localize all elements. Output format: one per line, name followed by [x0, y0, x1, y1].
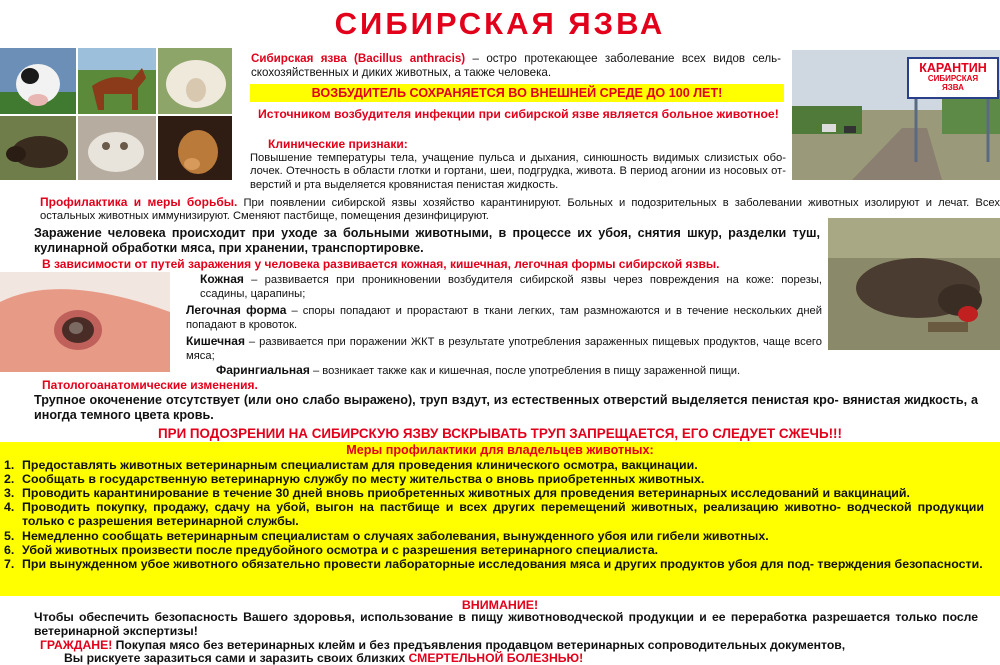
form-intestinal — [172, 334, 822, 363]
measures-box — [0, 442, 1000, 596]
forms-heading: В зависимости от путей заражения у человека развивается кожная, кишечная, легочная формы сибирской язвы. — [42, 257, 720, 271]
form-text: – развивается при проникновении возбудителя сибирской язвы через повреждения на коже: порезы, ссадины, царапины; — [200, 274, 822, 300]
form-text: – развивается при поражении ЖКТ в результате употребления зараженных пищевых продуктов, чаще всего мяса; — [186, 336, 822, 362]
form-text: – споры попадают и прорастают в ткани легких, там размножаются и в течение нескольких дней попадают в кровоток. — [186, 305, 822, 331]
skin-lesion-photo — [0, 272, 170, 372]
measure-item: 1. Предоставлять животных ветеринарным специалистам для проведения клинического осмотра, вакцинации. — [4, 457, 698, 472]
measure-item: 3. Проводить карантинирование в течение 30 дней вновь приобретенных животных для проведения ветеринарных исследований и вакцинаций. — [4, 486, 910, 501]
autopsy-warning: ПРИ ПОДОЗРЕНИИ НА СИБИРСКУЮ ЯЗВУ ВСКРЫВАТЬ ТРУП ЗАПРЕЩАЕТСЯ, ЕГО СЛЕДУЕТ СЖЕЧЬ!!! — [158, 426, 842, 441]
clinical-text: Повышение температуры тела, учащение пульса и дыхания, синюшность видимых слизистых обо- лочек. Отечность в области глотки и гортани, шеи, подгрудка, живота. В период агонии из носовых от- верстий и рта выделяется кровянистая пенистая жидкость. — [250, 152, 786, 191]
form-pulmonary — [172, 303, 822, 332]
infection-source-text: Источником возбудителя инфекции при сибирской язве является больное животное! — [258, 107, 779, 121]
measure-item: 4. Проводить покупку, продажу, сдачу на убой, выгон на пастбище и всех других перемещений животных, реализацию животно- водческой продукции только с разрешения ветеринарной службы. — [4, 500, 984, 529]
citizens-label: ГРАЖДАНЕ! — [40, 638, 113, 652]
intro-text: – остро протекающее заболевание всех видов сель- скохозяйственных и диких животных, а также человека. — [251, 52, 781, 79]
measures-list — [0, 458, 1000, 571]
measure-item: 2. Сообщать в государственную ветеринарную службу по месту жительства о вновь приобретенных животных. — [4, 472, 705, 486]
animals-photo-grid — [0, 48, 232, 180]
attention-heading: ВНИМАНИЕ! — [461, 598, 539, 612]
intro-term: Сибирская язва (Bacillus anthracis) — [251, 52, 466, 65]
quarantine-road-photo — [792, 50, 1000, 180]
measure-item: 5. Немедленно сообщать ветеринарным специалистам о случаях заболевания, вынужденного убоя или гибели животных. — [4, 528, 769, 543]
dead-animal-photo — [828, 218, 1000, 350]
form-pharyngeal — [172, 363, 822, 379]
form-name: Кишечная — [186, 334, 245, 348]
form-name: Фарингиальная — [216, 363, 310, 377]
human-infection-text: Заражение человека происходит при уходе за больными животными, в процессе их убоя, снятия шкур, разделки туш, кулинарной обработки мяса, при хранении, транспортировке. — [34, 226, 820, 256]
clinical-heading: Клинические признаки: — [268, 137, 408, 151]
patho-text: Трупное окоченение отсутствует (или оно слабо выражено), труп вздут, из естественных отверстий выделяется пенистая кро- вянистая жидкость, а иногда темного цвета кровь. — [34, 393, 978, 423]
prophylaxis-text: При появлении сибирской язвы хозяйство карантинируют. Больных и подозрительных в заболевании животных изолируют и лечат. Всех остальных животных иммунизируют. Сменяют пастбище, помещения дезинфицируют. — [40, 197, 1000, 223]
form-name: Легочная форма — [186, 303, 287, 317]
persistence-banner: ВОЗБУДИТЕЛЬ СОХРАНЯЕТСЯ ВО ВНЕШНЕЙ СРЕДЕ ДО 100 ЛЕТ! — [250, 84, 784, 102]
form-text: – возникает также как и кишечная, после употребления в пищу зараженной пищи. — [309, 365, 741, 377]
deadly-disease-emphasis: СМЕРТЕЛЬНОЙ БОЛЕЗНЬЮ! — [408, 651, 584, 665]
form-skin — [172, 272, 822, 301]
quarantine-sign: КАРАНТИН СИБИРСКАЯ ЯЗВА — [919, 61, 987, 92]
measures-heading: Меры профилактики для владельцев животных: — [346, 443, 654, 457]
poster-title: СИБИРСКАЯ ЯЗВА — [334, 6, 666, 41]
intro-definition — [251, 52, 781, 79]
citizens-text: Покупая мясо без ветеринарных клейм и без предъявления продавцом ветеринарных сопроводительных документов, — [112, 638, 846, 652]
citizens-risk-text: Вы рискуете заразиться сами и заразить своих близких — [64, 651, 409, 665]
attention-text: Чтобы обеспечить безопасность Вашего здоровья, использование в пищу животноводческой продукции и ее переработка разрешается только после ветеринарной экспертизы! — [34, 610, 978, 638]
patho-heading: Патологоанатомические изменения. — [42, 378, 258, 392]
measure-item: 6. Убой животных произвести после предубойного осмотра и с разрешения ветеринарного специалиста. — [4, 542, 659, 557]
citizens-warning-line2 — [64, 651, 964, 665]
form-name: Кожная — [200, 272, 244, 286]
prophylaxis-heading: Профилактика и меры борьбы. — [40, 195, 238, 209]
measure-item: 7. При вынужденном убое животного обязательно провести лабораторные исследования мяса и других продуктов убоя для под- тверждения безопасности. — [4, 556, 983, 571]
